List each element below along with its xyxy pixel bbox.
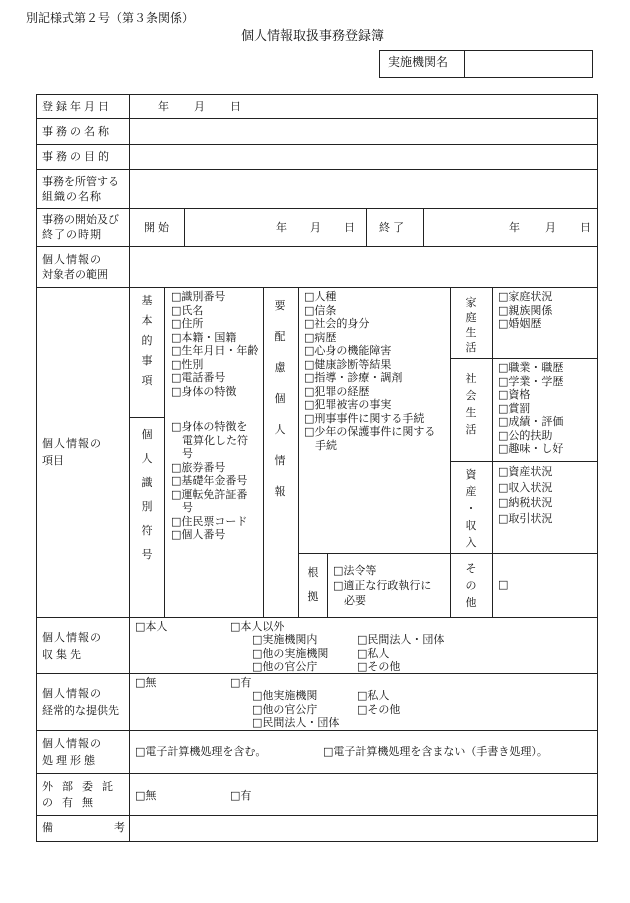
page-title: 個人情報取扱事務登録簿 [241,29,385,44]
checkbox-other[interactable]: □ [498,578,509,591]
checkbox-treatment[interactable]: □指導・診療・調剤 [304,371,403,384]
checkbox-qualifications[interactable]: □資格 [498,388,531,401]
checkbox-other-government[interactable]: □他の官公庁 [252,660,318,673]
checkbox-private-corporation[interactable]: □民間法人・団体 [357,633,445,646]
scope-field[interactable] [131,248,594,285]
checkbox-rewards-punishments[interactable]: □賞罰 [498,401,531,415]
checkbox-license-number[interactable]: □運転免許証番 [171,487,248,501]
social-items-list [498,361,563,456]
sensitive-item-line: 手続 [304,438,337,452]
items-label-2: 項目 [42,454,64,467]
organization-label-2: 組織の名称 [42,190,102,203]
checkbox-provision-individual[interactable]: □私人 [357,689,390,702]
remarks-label-2: 考 [114,821,125,834]
remarks-field[interactable] [131,817,594,839]
checkbox-within-agency[interactable]: □実施機関内 [252,633,318,646]
checkbox-grades-evaluation[interactable]: □成績・評価 [498,415,564,428]
social-life-label: 社 会 生 活 [465,372,477,436]
end-day: 日 [580,221,591,234]
agency-name-field[interactable] [466,52,588,74]
end-month: 月 [545,221,556,234]
organization-field[interactable] [131,171,594,206]
period-start-label: 開始 [144,221,172,234]
provision-opts-left [252,689,339,730]
checkbox-physical-features[interactable]: □身体の特徴 [171,384,237,398]
checkbox-asset-status[interactable]: □資産状況 [498,465,553,478]
checkbox-gender[interactable]: □性別 [171,357,204,371]
office-name-field[interactable] [131,120,594,142]
checkbox-relatives[interactable]: □親族関係 [498,303,553,317]
checkbox-passport-number[interactable]: □旅券番号 [171,460,226,474]
identifier-item-line: 号 [171,447,193,460]
checkbox-birthdate-age[interactable]: □生年月日・年齢 [171,344,259,357]
checkbox-laws[interactable]: □法令等 [333,564,377,577]
family-items-list [498,290,552,331]
basic-items-label: 基 本 的 事 項 [141,294,153,387]
checkbox-crime-victim[interactable]: □犯罪被害の事実 [304,398,392,411]
identifier-item-line: 電算化した符 [171,433,248,447]
start-month: 月 [310,221,321,234]
checkbox-criminal-procedure[interactable]: □刑事事件に関する手続 [304,411,425,425]
checkbox-race[interactable]: □人種 [304,290,337,303]
checkbox-education[interactable]: □学業・学歴 [498,374,564,388]
checkbox-disability[interactable]: □心身の機能障害 [304,344,392,357]
collection-opts-left [252,633,328,674]
collection-label-2: 収集先 [42,648,84,661]
collection-label-1: 個人情報の [42,631,102,644]
end-year: 年 [509,221,520,234]
checkbox-family-status[interactable]: □家庭状況 [498,290,553,303]
other-label: そ の 他 [465,562,477,609]
checkbox-provision-corporation[interactable]: □民間法人・団体 [252,716,340,729]
identifier-item-line: 号 [171,501,193,514]
checkbox-name[interactable]: □氏名 [171,303,204,317]
checkbox-provision-yes[interactable]: □有 [230,676,252,689]
outsourcing-label-1: 外部委託 [42,780,122,793]
checkbox-collection-other[interactable]: □その他 [357,660,401,673]
basis-items-list [333,563,431,608]
processing-label-1: 個人情報の [42,737,102,750]
checkbox-domicile-nationality[interactable]: □本籍・国籍 [171,330,237,344]
checkbox-provision-government[interactable]: □他の官公庁 [252,702,318,716]
checkbox-self[interactable]: □本人 [135,620,168,633]
period-end-label: 終了 [379,221,407,234]
family-life-label: 家 庭 生 活 [465,296,477,354]
checkbox-juvenile-protection[interactable]: □少年の保護事件に関する [304,425,436,438]
registration-date-label: 登録年月日 [42,100,112,113]
office-purpose-label: 事務の目的 [42,150,112,163]
collection-opts-right [357,633,444,674]
checkbox-outsourcing-none[interactable]: □無 [135,789,157,802]
personal-identifier-label: 個 人 識 別 符 号 [141,428,153,561]
provision-label-1: 個人情報の [42,687,102,700]
checkbox-private-individual[interactable]: □私人 [357,646,390,660]
organization-label-1: 事務を所管する [42,175,119,188]
reg-month: 月 [194,100,205,113]
assets-income-label: 資 産 ・ 収 入 [465,468,477,549]
checkbox-marriage-history[interactable]: □婚姻歴 [498,317,542,330]
checkbox-provision-none[interactable]: □無 [135,676,157,689]
checkbox-other-agency[interactable]: □他の実施機関 [252,646,329,660]
start-day: 日 [344,221,355,234]
sensitive-items-list [304,290,435,452]
reg-year: 年 [158,100,169,113]
checkbox-resident-code[interactable]: □住民票コード [171,514,248,528]
checkbox-individual-number[interactable]: □個人番号 [171,528,226,541]
start-year: 年 [276,221,287,234]
checkbox-transaction-status[interactable]: □取引状況 [498,511,553,525]
basis-label: 根 拠 [307,566,319,603]
checkbox-proper-administration[interactable]: □適正な行政執行に [333,579,432,592]
office-name-label: 事務の名称 [42,125,112,138]
sensitive-info-label: 要 配 慮 個 人 情 報 [274,299,286,498]
checkbox-manual-processing[interactable]: □電子計算機処理を含まない（手書き処理）。 [323,745,548,758]
provision-opts-right [357,689,400,716]
checkbox-health-checkup[interactable]: □健康診断等結果 [304,357,392,371]
period-label-1: 事務の開始及び [42,213,119,226]
checkbox-tax-status[interactable]: □納税状況 [498,496,553,509]
items-label-1: 個人情報の [42,437,102,450]
checkbox-public-assistance[interactable]: □公的扶助 [498,428,553,442]
office-purpose-field[interactable] [131,146,594,167]
reg-day: 日 [230,100,241,113]
checkbox-provision-other-agency[interactable]: □他実施機関 [252,689,318,702]
scope-label-1: 個人情報の [42,253,102,266]
checkbox-occupation[interactable]: □職業・職歴 [498,361,564,374]
provision-label-2: 経常的な提供先 [42,704,119,717]
checkbox-creed[interactable]: □信条 [304,303,337,317]
checkbox-medical-history[interactable]: □病歴 [304,330,337,344]
checkbox-provision-other[interactable]: □その他 [357,702,401,716]
basic-items-list [171,290,258,398]
remarks-label-1: 備 [42,821,53,834]
checkbox-hobbies[interactable]: □趣味・し好 [498,442,564,455]
checkbox-digitized-features[interactable]: □身体の特徴を [171,420,248,433]
checkbox-address[interactable]: □住所 [171,317,204,330]
period-label-2: 終了の時期 [42,228,102,241]
checkbox-computer-processing[interactable]: □電子計算機処理を含む。 [135,745,267,758]
identifier-items-list [171,420,248,542]
checkbox-pension-number[interactable]: □基礎年金番号 [171,474,248,487]
form-number: 別記様式第２号（第３条関係） [26,11,195,25]
checkbox-social-status[interactable]: □社会的身分 [304,317,370,330]
checkbox-criminal-record[interactable]: □犯罪の経歴 [304,384,370,398]
assets-items-list [498,464,552,526]
basis-item-line: 必要 [333,594,366,607]
checkbox-not-self[interactable]: □本人以外 [230,620,285,633]
checkbox-income-status[interactable]: □収入状況 [498,480,553,494]
agency-label: 実施機関名 [388,55,449,69]
outsourcing-label-2: の有無 [42,796,102,809]
checkbox-phone-number[interactable]: □電話番号 [171,371,226,384]
scope-label-2: 対象者の範囲 [42,268,108,281]
checkbox-outsourcing-yes[interactable]: □有 [230,789,252,802]
processing-label-2: 処理形態 [42,754,98,767]
checkbox-identification-number[interactable]: □識別番号 [171,290,226,303]
